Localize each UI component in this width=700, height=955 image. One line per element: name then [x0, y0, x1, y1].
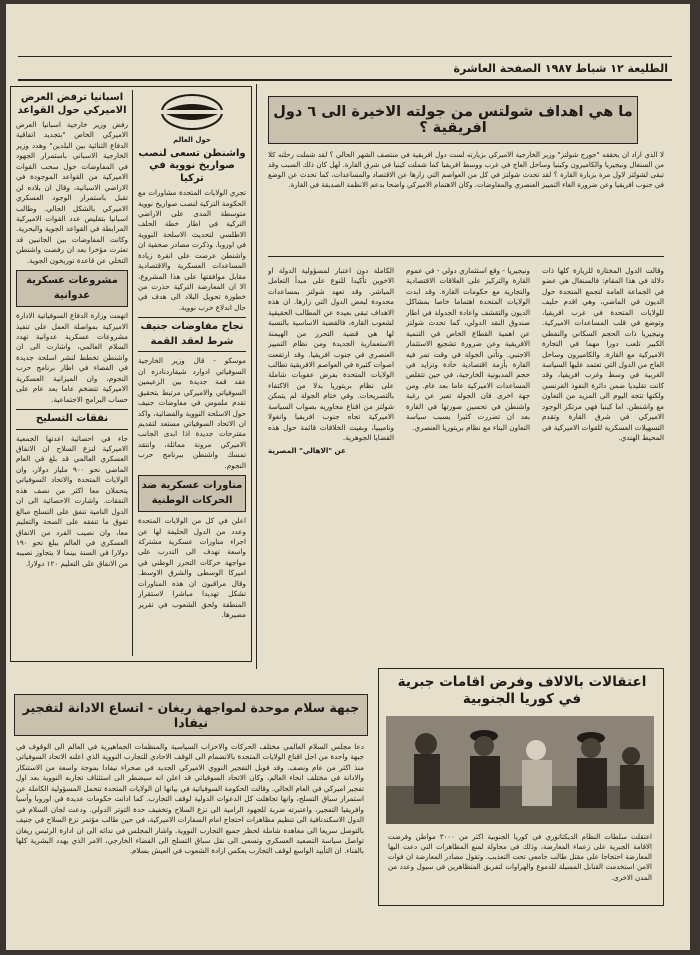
maneuvers-body: اعلن في كل من الولايات المتحدة وعدد من الدول الحليفة لها عن اجراء مناورات عسكرية مشتركة واسعة تهدف الى التدرب على مواجهة حركات التحرر الوطني في اميركا الوسطى والشرق الاوسط. وقال مراقبون ان هذه المناورات تشكل تهديدا مباشرا لاستقرار المنطقة ولحق الشعوب في تقرير مصيرها.	[138, 516, 246, 620]
geneva-subhead: نجاح مفاوضات جنيف شرط لعقد القمة	[138, 317, 246, 352]
page-header	[18, 56, 672, 81]
arms-body: جاء في احصائية اعدتها الجمعية الاميركية لنزع السلاح ان الانفاق العسكري العالمي قد بلغ في العام الماضي نحو ٩٠٠ مليار دولار، وان الولايات المتحدة والاتحاد السوفياتي يتحملان معا اكثر من نصف هذه النفقات. واشارت الاحصائية الى ان الدول النامية تنفق على التسلح مبالغ تفوق ما تنفقه على الصحة والتعليم معا، وان نصيب الفرد من الانفاق العسكري في العالم يبلغ نحو ١٩٠ دولارا في السنة بينما لا يتجاوز نصيبه من الانفاق على التعليم ١٢٠ دولارا.	[16, 433, 128, 568]
nevada-headline: جبهة سلام موحدة لمواجهة ريغان - اتساع الادانة لتفجير نيفادا	[22, 700, 360, 730]
military-body: اتهمت وزارة الدفاع السوفياتية الادارة الاميركية بمواصلة العمل على تنفيذ مشروعات عسكرية عدوانية تهدد السلام العالمي، واشارت الى ان واشنطن تخطط لنشر اسلحة جديدة في الفضاء في اطار برنامج حرب النجوم، وان الميزانية العسكرية الاميركية تتضخم عاما بعد عام على حساب البرامج الاجتماعية.	[16, 311, 128, 404]
newspaper-page	[6, 4, 690, 950]
world-logo-text: حول العالم	[173, 136, 211, 145]
main-lead: لا الذي اراد ان يحققه "جورج شولتز" وزير الخارجية الاميركي بزيارته لست دول افريقية في منتصف الشهر الحالي ؟ لقد شملت رحلته كلا من السنغال ونيجيريا والكاميرون وكينيا وساحل العاج في غرب ووسط افريقيا كما شملت كينيا في شرق القارة. لهل كان ذلك السبب وقد تبقى لشولتز لاول مرة بزيارة القارة ؟ لقد تحدث شولتز في كل من العواصم التي زارها عن الاقتصاد والمساعدات، كما تحدث عن الوضع في جنوب افريقيا وعن ضرورة الغاء التمييز العنصري والمفاوضات، وكان الاهتمام الاميركي واضحا بدعم الانظمة الصديقة في القارة.	[268, 151, 664, 190]
main-headline: ما هي اهداف شولتس من جولته الاخيرة الى ٦ دول افريقية ؟	[273, 104, 633, 136]
main-headline-box	[268, 96, 638, 144]
page-header-text: الطليعة ١٢ شباط ١٩٨٧ الصفحة العاشرة	[453, 61, 668, 75]
column-missiles	[138, 92, 246, 652]
column-divider	[256, 84, 257, 669]
maneuvers-subhead: مناورات عسكرية ضد الحركات الوطنية	[138, 475, 246, 512]
police-arrest-illustration	[386, 716, 654, 824]
military-subhead: مشروعات عسكرية عدوانية	[16, 270, 128, 307]
nevada-headline-box	[14, 694, 368, 736]
main-col-right: وقالت الدول المختارة للزيارة كلها ذات دلالة في هذا المقام: فالسنغال هي عضو في الجماعة العامة لتجمع المتحدة حول الديون في الماضي، وهي اقدم حليف للولايات المتحدة في غرب افريقيا، وتوضع في قلب المساعدات الاميركية. ونيجيريا ذات الحجم السكاني والنفطي الكبير تلعب دورا مهما في التجارة الاميركية مع القارة. والكاميرون وساحل العاج من الدول التي تعتمد عليها السياسة الغربية في وسط وغرب افريقيا، وقد كانت تقليديا ضمن دائرة النفوذ الفرنسي ولكنها تتجه اليوم الى المزيد من التعاون مع واشنطن. اما كينيا فهي مرتكز الوجود الاميركي في شرق القارة وتقدم التسهيلات العسكرية للقوات الاميركية في المحيط الهندي.	[542, 266, 664, 442]
world-logo	[138, 92, 246, 146]
nevada-body: دعا مجلس السلام العالمي مختلف الحركات والاحزاب السياسية والمنظمات الجماهيرية في العالم الى الوقوف في جبهة واحدة من اجل اقناع الولايات المتحدة بالانضمام الى الوقف الاحادي للتجارب النووية الذي اعلنه الاتحاد السوفياتي منذ اكثر من عام ونصف. وقد قوبل التفجير النووي الاميركي الجديد في صحراء نيفادا بموجة واسعة من الاستنكار والادانة في مختلف انحاء العالم، وكان الاتحاد السوفياتي قد اعلن انه سيضطر الى استئناف تجاربه النووية بعد اول تفجير اميركي في العام الحالي. وقالت الحكومة السوفياتية في بيانها ان الولايات المتحدة تتحمل المسؤولية الكاملة عن استمرار سباق التسلح، وانها تجاهلت كل الدعوات الدولية لوقف التجارب. كما ادانت حكومات عديدة في اوروبا وآسيا وافريقيا التفجير، واعتبرته ضربة للجهود الرامية الى نزع السلاح وتخفيف حدة التوتر الدولي. ودعت لجان السلام في الدول الاسكندنافية الى تنظيم مظاهرات احتجاج امام السفارات الاميركية، في حين طالب مؤتمر نزع السلاح في جنيف بالتوصل سريعا الى معاهدة شاملة لحظر جميع التجارب النووية. واشار المجلس في ندائه الى ان ادارة الرئيس ريغان تواصل سياسة التصعيد العسكري وتسعى الى نقل سباق التسلح الى الفضاء الخارجي، الامر الذي يهدد البشرية كلها بالفناء. ان التأييد الواسع لوقف التجارب يعكس ارادة الشعوب في العيش بسلام.	[16, 742, 364, 856]
missiles-headline: واشنطن تسعى لنصب صواريخ نووية في تركيا	[138, 147, 246, 184]
korea-caption: اعتقلت سلطات النظام الديكتاتوري في كوريا الجنوبية اكثر من ٣٠٠٠ مواطن وفرضت الاقامة الجبرية على زعماء المعارضة، وذلك في محاولة لمنع المظاهرات التي دعت اليها المعارضة احتجاجا على مقتل طالب جامعي تحت التعذيب. وتقول مصادر المعارضة ان قوات الامن استخدمت القنابل المسيلة للدموع والهراوات لتفريق المتظاهرين في سيول وعدد من المدن الاخرى.	[388, 833, 652, 882]
inner-divider	[132, 90, 133, 656]
spain-body: رفض وزير خارجية اسبانيا العرض الاميركي الخاص "بتجديد اتفاقية الدفاع الثنائية بين البلدين" وهدد وزير الخارجية الاسباني باستمرار الجهود في المفاوضات حول سحب القوات الاميركية من القواعد الموجودة في الاراضي الاسبانية، وقال ان بلاده لن تقبل باستمرار الوجود العسكري الاميركي بالشكل الحالي. وطالب اسبانيا بتقليص عدد القوات الاميركية المرابطة في القواعد الجوية والبحرية. وكانت المفاوضات بين الجانبين قد تعثرت مؤخرا بعد ان رفضت واشنطن التخلي عن قاعدة توريخون الجوية.	[16, 120, 128, 265]
column-spain	[16, 92, 128, 652]
globe-icon	[156, 92, 228, 132]
missiles-body: تجري الولايات المتحدة مشاورات مع الحكومة التركية لنصب صواريخ نووية متوسطة المدى على الاراضي التركية في اطار خطة الحلف الاطلسي لتحديث الاسلحة النووية في اوروبا. وذكرت مصادر صحفية ان واشنطن عرضت على انقرة زيادة المساعدات العسكرية والاقتصادية مقابل موافقتها على هذا المشروع، الا ان المعارضة التركية حذرت من خطورة تحويل البلاد الى هدف في حال اندلاع حرب نووية.	[138, 188, 246, 312]
korea-headline: اعتقالات بالالاف وفرض اقامات جبرية في كوريا الجنوبية	[397, 674, 647, 707]
main-signature: عن "الاهالي" المصرية	[268, 446, 346, 456]
arms-subhead: نفقات التسليح	[16, 409, 128, 430]
lead-divider	[268, 256, 664, 257]
main-col-left-text: الكاملة دون اعتبار لمسؤولية الدولة او الاخوين تأكيدا للنوع على مبدأ التعامل المباشر. وقد تعهد شولتز بمساعدات محدودة لبعض الدول التي زارها. ان هذه الاهداف تبقى بعيدة عن المطالب الحقيقية لشعوب القارة، فالقضية الاساسية بالنسبة لها هي قضية التحرر من الهيمنة الاستعمارية الجديدة ومن نظام التمييز العنصري في جنوب افريقيا. وقد ارتفعت اصوات كثيرة في العواصم الافريقية تطالب الولايات المتحدة بفرض عقوبات شاملة على نظام بريتوريا بدلا من الاكتفاء بالتصريحات. وفي ختام الجولة لم يتمكن شولتز من اقناع محاوريه بصواب السياسة الاميركية تجاه جنوب افريقيا وانغولا وناميبيا، وبقيت الخلافات قائمة حول هذه القضايا الجوهرية.	[268, 266, 394, 442]
main-col-left	[268, 266, 394, 651]
geneva-body: موسكو - قال وزير الخارجية السوفياتي ادوارد شيفاردنادزه ان عقد قمة جديدة بين الزعيمين السوفياتي والاميركي مرتبط بتحقيق تقدم ملموس في مفاوضات جنيف حول الاسلحة النووية والفضائية، واكد ان الاتحاد السوفياتي مستعد لتقديم مقترحات جديدة اذا ابدى الجانب الاميركي مرونة مماثلة، وانتقد تمسك واشنطن ببرنامج حرب النجوم.	[138, 356, 246, 470]
main-col-middle: ونيجيريا - وقع استثماري دولي - في عموم القارة والتركيز على العلاقات الاقتصادية والتجارية مع حكومات القارة. وقد ابدت الولايات المتحدة اهتماما خاصا بمشاكل الديون والتقشف واعادة الجدولة في اطار صندوق النقد الدولي، كما تحدث شولتز عن اهمية القطاع الخاص في التنمية الافريقية وعن ضرورة تشجيع الاستثمار الاجنبي. وتأتي الجولة في وقت تمر فيه القارة بأزمة اقتصادية حادة وتزايد في حجم المديونية الخارجية، في حين تتقلص المساعدات الاميركية عاما بعد عام. ومن جهة اخرى فان الجولة تعبر عن رغبة واشنطن في تحسين صورتها في القارة بعد ان تضررت كثيرا بسبب سياسة التعاون البناء مع نظام بريتوريا العنصري.	[406, 266, 530, 432]
spain-headline: اسبانيا ترفض العرض الاميركي حول القواعد	[17, 92, 127, 116]
korea-photo	[386, 716, 654, 824]
